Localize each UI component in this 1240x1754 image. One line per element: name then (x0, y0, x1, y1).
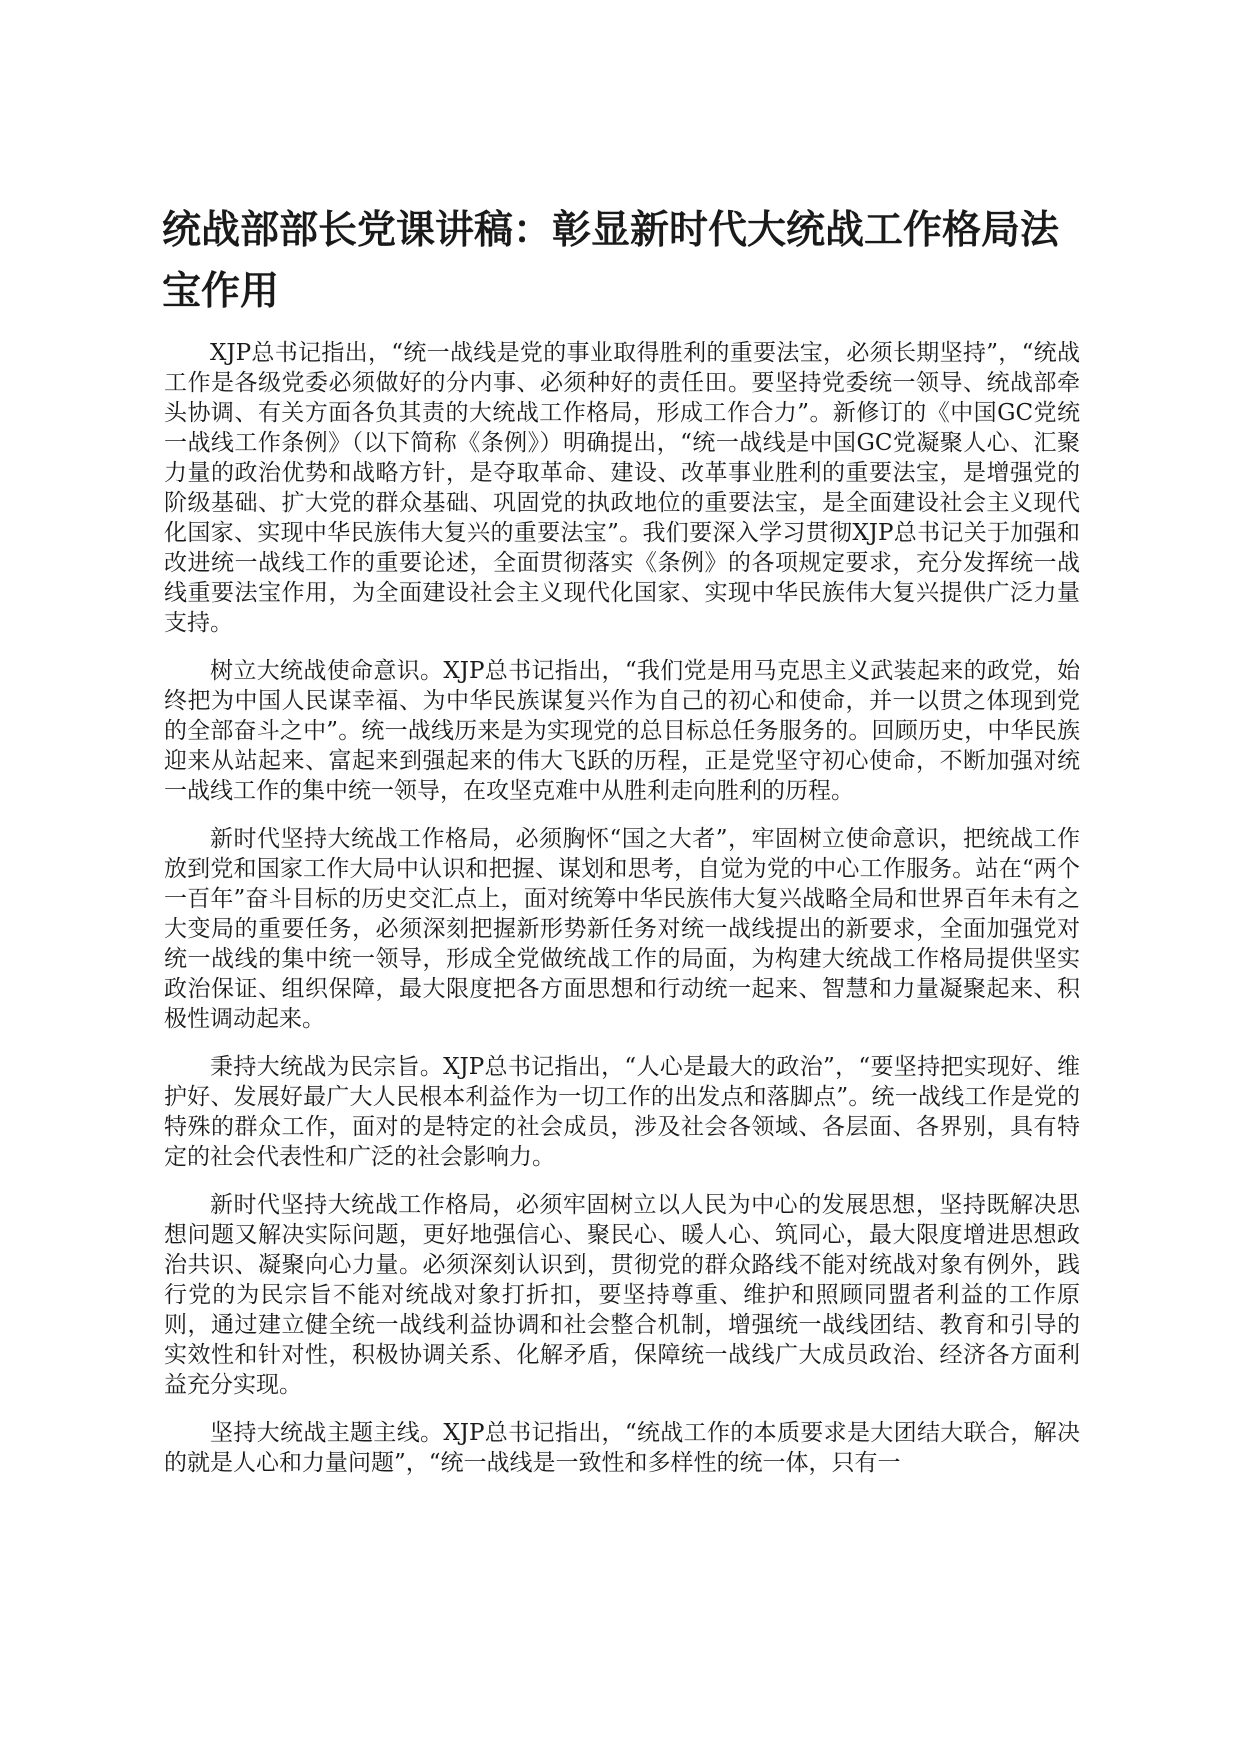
paragraph-people: 秉持大统战为民宗旨。XJP总书记指出，“人心是最大的政治”，“要坚持把实现好、维护好、发展好最广大人民根本利益作为一切工作的出发点和落脚点”。统一战线工作是党的特殊的群众工作，面对的是特定的社会成员，涉及社会各领域、各层面、各界别，具有特定的社会代表性和广泛的社会影响力。 (164, 1054, 1080, 1170)
paragraph-mission: 树立大统战使命意识。XJP总书记指出，“我们党是用马克思主义武装起来的政党，始终把为中国人民谋幸福、为中华民族谋复兴作为自己的初心和使命，并一以贯之体现到党的全部奋斗之中”。统一战线历来是为实现党的总目标总任务服务的。回顾历史，中华民族迎来从站起来、富起来到强起来的伟大飞跃的历程，正是党坚守初心使命，不断加强对统一战线工作的集中统一领导，在攻坚克难中从胜利走向胜利的历程。 (164, 658, 1080, 804)
paragraph-people-detail: 新时代坚持大统战工作格局，必须牢固树立以人民为中心的发展思想，坚持既解决思想问题又解决实际问题，更好地强信心、聚民心、暖人心、筑同心，最大限度增进思想政治共识、凝聚向心力量。必须深刻认识到，贯彻党的群众路线不能对统战对象有例外，践行党的为民宗旨不能对统战对象打折扣，要坚持尊重、维护和照顾同盟者利益的工作原则，通过建立健全统一战线利益协调和社会整合机制，增强统一战线团结、教育和引导的实效性和针对性，积极协调关系、化解矛盾，保障统一战线广大成员政治、经济各方面利益充分实现。 (164, 1192, 1080, 1398)
document-title: 统战部部长党课讲稿：彰显新时代大统战工作格局法宝作用 (162, 208, 1060, 314)
document-body (164, 338, 1080, 1496)
paragraph-theme: 坚持大统战主题主线。XJP总书记指出，“统战工作的本质要求是大团结大联合，解决的就是人心和力量问题”，“统一战线是一致性和多样性的统一体，只有一 (164, 1420, 1080, 1476)
paragraph-intro: XJP总书记指出，“统一战线是党的事业取得胜利的重要法宝，必须长期坚持”，“统战工作是各级党委必须做好的分内事、必须种好的责任田。要坚持党委统一领导、统战部牵头协调、有关方面各负其责的大统战工作格局，形成工作合力”。新修订的《中国GC党统一战线工作条例》（以下简称《条例》）明确提出，“统一战线是中国GC党凝聚人心、汇聚力量的政治优势和战略方针，是夺取革命、建设、改革事业胜利的重要法宝，是增强党的阶级基础、扩大党的群众基础、巩固党的执政地位的重要法宝，是全面建设社会主义现代化国家、实现中华民族伟大复兴的重要法宝”。我们要深入学习贯彻XJP总书记关于加强和改进统一战线工作的重要论述，全面贯彻落实《条例》的各项规定要求，充分发挥统一战线重要法宝作用，为全面建设社会主义现代化国家、实现中华民族伟大复兴提供广泛力量支持。 (164, 340, 1080, 636)
paragraph-mission-detail: 新时代坚持大统战工作格局，必须胸怀“国之大者”，牢固树立使命意识，把统战工作放到党和国家工作大局中认识和把握、谋划和思考，自觉为党的中心工作服务。站在“两个一百年”奋斗目标的历史交汇点上，面对统筹中华民族伟大复兴战略全局和世界百年未有之大变局的重要任务，必须深刻把握新形势新任务对统一战线提出的新要求，全面加强党对统一战线的集中统一领导，形成全党做统战工作的局面，为构建大统战工作格局提供坚实政治保证、组织保障，最大限度把各方面思想和行动统一起来、智慧和力量凝聚起来、积极性调动起来。 (164, 826, 1080, 1032)
